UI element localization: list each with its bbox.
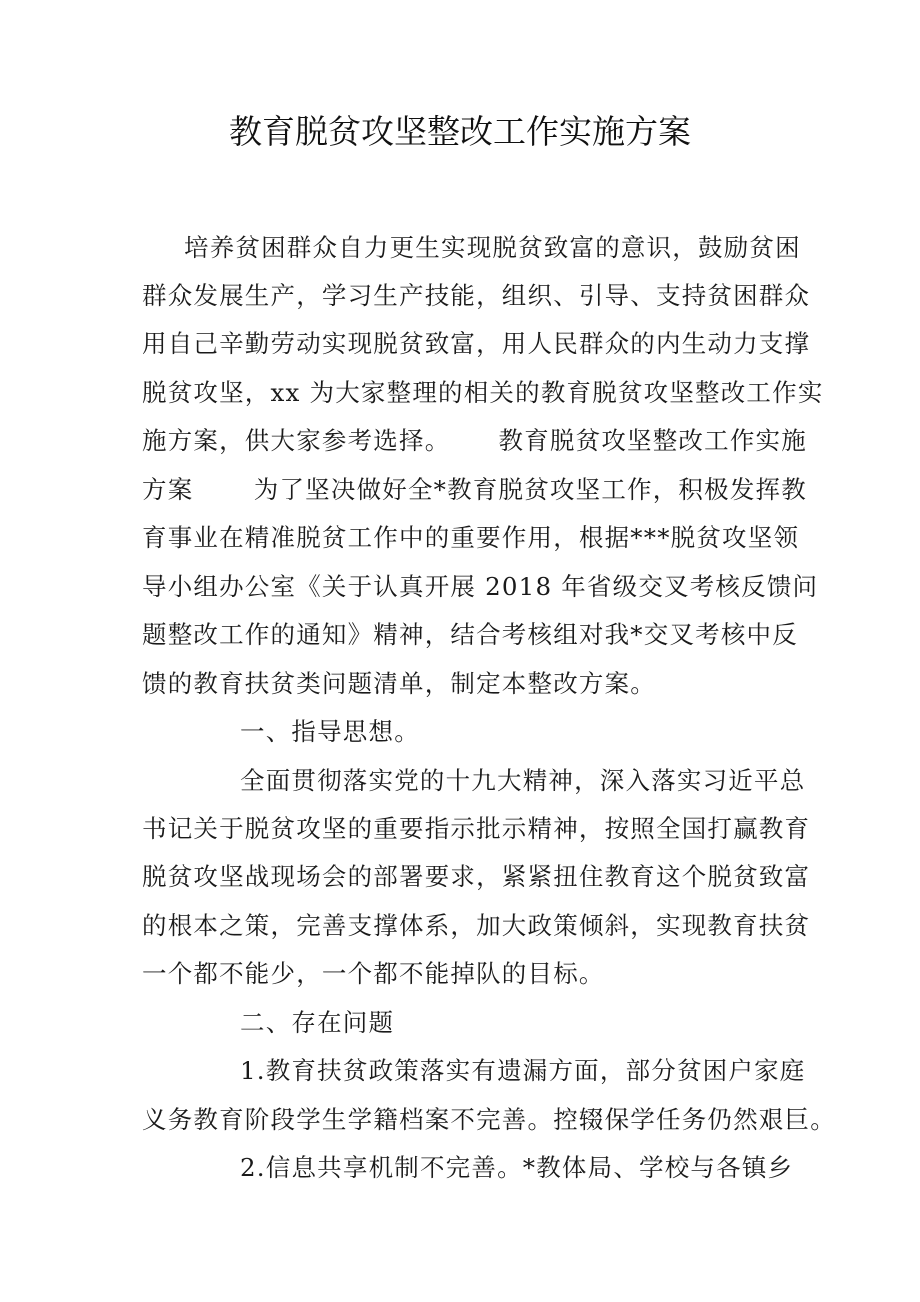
body-line: 群众发展生产，学习生产技能，组织、引导、支持贫困群众 — [142, 281, 811, 310]
body-line: 方案 为了坚决做好全*教育脱贫攻坚工作，积极发挥教 — [142, 475, 807, 504]
body-line: 培养贫困群众自力更生实现脱贫致富的意识，鼓励贫困 — [184, 233, 801, 262]
document-title: 教育脱贫攻坚整改工作实施方案 — [229, 112, 691, 151]
section-heading: 一、指导思想。 — [240, 717, 420, 746]
body-line: 导小组办公室《关于认真开展 2018 年省级交叉考核反馈问 — [142, 572, 819, 601]
body-line: 施方案，供大家参考选择。 教育脱贫攻坚整改工作实施 — [142, 426, 807, 455]
body-line: 全面贯彻落实党的十九大精神，深入落实习近平总 — [240, 766, 806, 795]
body-line: 义务教育阶段学生学籍档案不完善。控辍保学任务仍然艰巨。 — [142, 1105, 836, 1134]
body-line: 题整改工作的通知》精神，结合考核组对我*交叉考核中反 — [142, 620, 798, 649]
body-line: 一个都不能少，一个都不能掉队的目标。 — [142, 959, 605, 988]
body-line: 育事业在精准脱贫工作中的重要作用，根据***脱贫攻坚领 — [142, 523, 800, 552]
section-heading: 二、存在问题 — [240, 1008, 395, 1037]
body-line: 书记关于脱贫攻坚的重要指示批示精神，按照全国打赢教育 — [142, 814, 811, 843]
body-line: 馈的教育扶贫类问题清单，制定本整改方案。 — [142, 669, 656, 698]
body-line: 2.信息共享机制不完善。*教体局、学校与各镇乡 — [240, 1153, 794, 1182]
body-line: 1.教育扶贫政策落实有遗漏方面，部分贫困户家庭 — [240, 1056, 806, 1085]
body-line: 用自己辛勤劳动实现脱贫致富，用人民群众的内生动力支撑 — [142, 329, 811, 358]
body-line: 的根本之策，完善支撑体系，加大政策倾斜，实现教育扶贫 — [142, 911, 811, 940]
body-line: 脱贫攻坚，xx 为大家整理的相关的教育脱贫攻坚整改工作实 — [142, 378, 824, 407]
body-line: 脱贫攻坚战现场会的部署要求，紧紧扭住教育这个脱贫致富 — [142, 862, 811, 891]
